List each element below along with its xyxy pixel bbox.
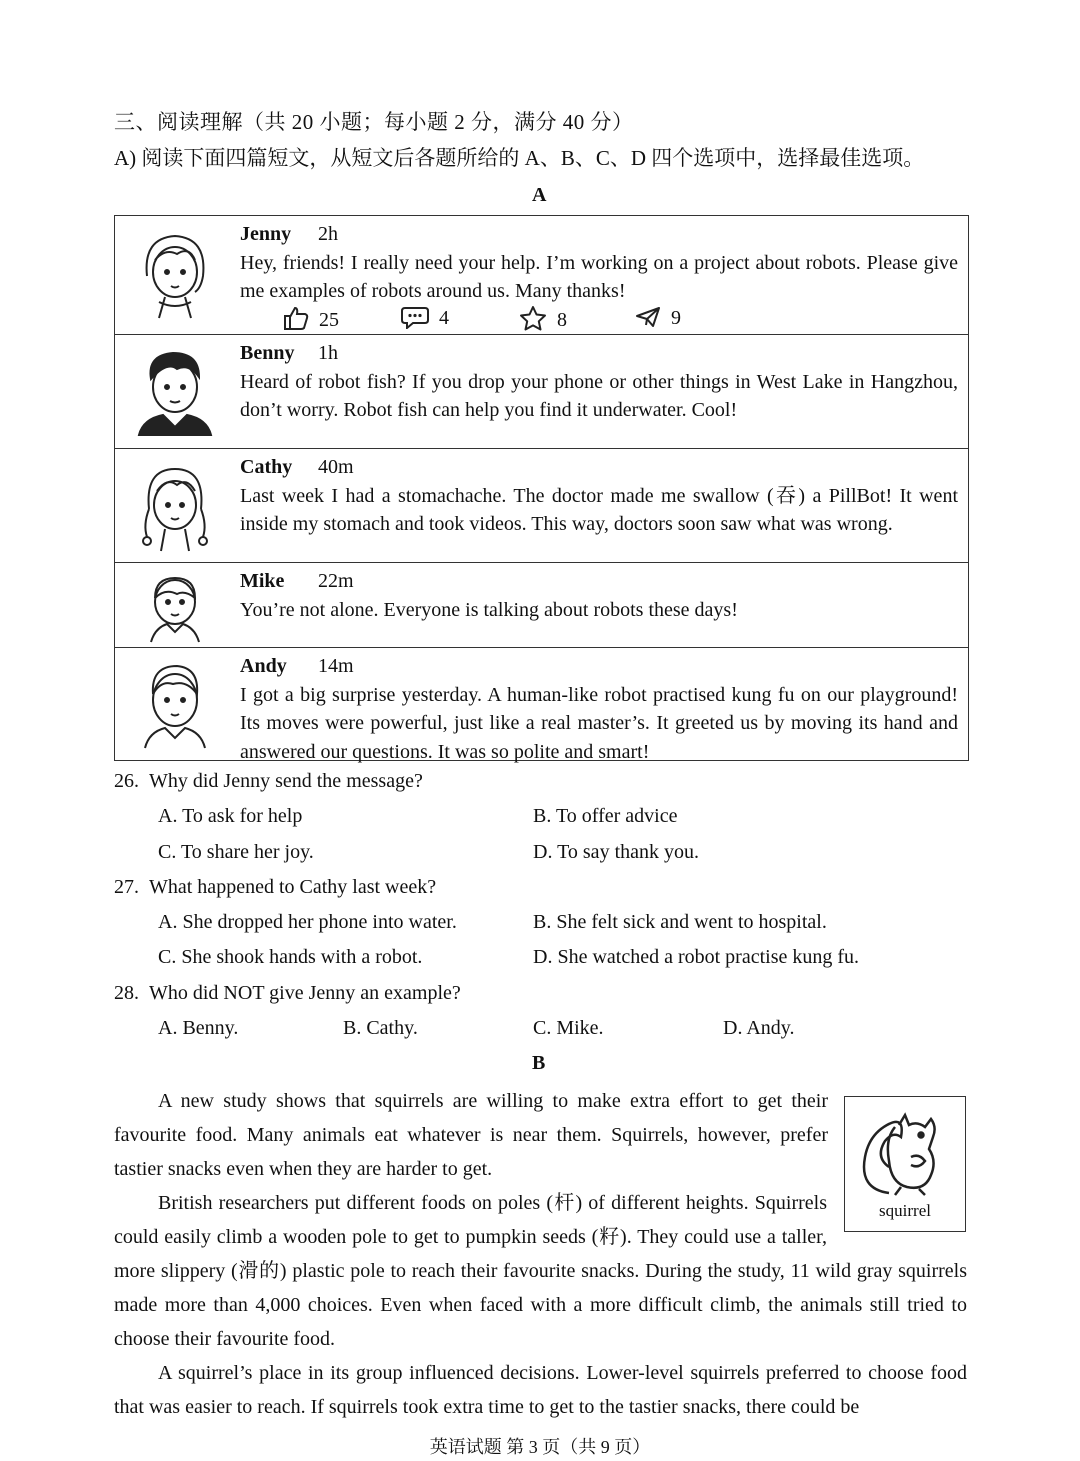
question-number: 26. — [114, 770, 139, 792]
passage-b-paragraph-1: A new study shows that squirrels are willing to make extra effort to get their favourite food. Many animals eat whatever is near them. Squirrels, however, prefer tastier snacks even when they are harder to get. — [114, 1090, 828, 1180]
question-26 — [114, 770, 423, 793]
post-time: 1h — [318, 342, 338, 364]
question-stem: Why did Jenny send the message? — [149, 770, 423, 792]
post-time: 14m — [318, 655, 354, 677]
send-icon — [635, 305, 661, 329]
post-time: 2h — [318, 223, 338, 245]
post-jenny — [115, 216, 968, 334]
post-text: I got a big surprise yesterday. A human-like robot practised kung fu on our playground! Its moves were powerful, just like a real master’s. It greeted us by moving its hand and answered our questions. It was so polite and smart! — [240, 683, 958, 763]
post-author: Jenny — [240, 223, 292, 245]
squirrel-caption: squirrel — [879, 1201, 931, 1220]
section-title: 三、阅读理解（共 20 小题；每小题 2 分，满分 40 分） — [114, 110, 634, 134]
post-author: Andy — [240, 655, 287, 677]
section-instruction: A) 阅读下面四篇短文，从短文后各题所给的 A、B、C、D 四个选项中，选择最佳选项。 — [114, 146, 925, 170]
question-27 — [114, 876, 436, 899]
like-reaction[interactable] — [283, 305, 339, 332]
post-benny — [115, 334, 968, 448]
passage-b-paragraph-2 — [114, 1186, 967, 1356]
favorite-reaction[interactable] — [519, 305, 567, 332]
option-28-b[interactable]: B. Cathy. — [343, 1017, 418, 1039]
passage-a-letter: A — [532, 184, 547, 206]
share-count: 9 — [671, 307, 681, 329]
option-27-b[interactable]: B. She felt sick and went to hospital. — [533, 911, 827, 933]
post-mike — [115, 562, 968, 647]
comment-reaction[interactable] — [401, 305, 449, 330]
post-time: 22m — [318, 570, 354, 592]
social-posts-table — [114, 215, 969, 761]
question-stem: Who did NOT give Jenny an example? — [149, 982, 461, 1004]
share-reaction[interactable] — [635, 305, 681, 330]
question-number: 28. — [114, 982, 139, 1004]
post-author: Cathy — [240, 456, 293, 478]
favorite-count: 8 — [557, 309, 567, 331]
option-28-c[interactable]: C. Mike. — [533, 1017, 604, 1039]
post-cathy — [115, 448, 968, 562]
option-26-d[interactable]: D. To say thank you. — [533, 841, 699, 863]
thumbs-up-icon — [283, 305, 309, 331]
option-27-a[interactable]: A. She dropped her phone into water. — [158, 911, 457, 933]
paragraph-text: British researchers put different foods on poles (杆) of different heights. Squirrels could easily climb a wooden pole to get to pumpkin seeds (籽). They could use a taller, more slippery (滑的) plastic pole to reach their favourite snacks. During the study, 11 wild gray squirrels made more than 4,000 choices. Even when faced with a more difficult climb, the animals still tried to choose their favourite food. — [114, 1192, 967, 1350]
question-stem: What happened to Cathy last week? — [149, 876, 437, 898]
girl-braids-avatar-icon — [137, 459, 213, 553]
question-number: 27. — [114, 876, 139, 898]
passage-b-letter: B — [532, 1052, 546, 1074]
comment-icon — [401, 305, 429, 329]
option-27-c[interactable]: C. She shook hands with a robot. — [158, 946, 423, 968]
post-author: Mike — [240, 570, 285, 592]
girl-avatar-icon — [137, 226, 213, 320]
page-footer: 英语试题 第 3 页（共 9 页） — [429, 1437, 651, 1457]
comment-count: 4 — [439, 307, 449, 329]
question-28 — [114, 982, 461, 1005]
post-author: Benny — [240, 342, 295, 364]
post-andy — [115, 647, 968, 763]
star-icon — [519, 305, 547, 331]
post-text: Last week I had a stomachache. The doctor made me swallow (吞) a PillBot! It went inside my stomach and took videos. This way, doctors soon saw what was wrong. — [240, 484, 958, 535]
post-text: Hey, friends! I really need your help. I’m working on a project about robots. Please give me examples of robots around us. Many thanks! — [240, 251, 958, 302]
like-count: 25 — [319, 309, 339, 331]
option-26-c[interactable]: C. To share her joy. — [158, 841, 314, 863]
option-28-d[interactable]: D. Andy. — [723, 1017, 795, 1039]
passage-b-paragraph-3: A squirrel’s place in its group influenced decisions. Lower-level squirrels preferred to choose food that was easier to reach. If squirrels took extra time to get to the tastier snacks, there could be — [114, 1362, 967, 1418]
post-text: Heard of robot fish? If you drop your phone or other things in West Lake in Hangzhou, don’t worry. Robot fish can help you find it underwater. Cool! — [240, 370, 958, 421]
option-28-a[interactable]: A. Benny. — [158, 1017, 239, 1039]
post-text: You’re not alone. Everyone is talking about robots these days! — [240, 598, 738, 621]
option-26-b[interactable]: B. To offer advice — [533, 805, 678, 827]
option-27-d[interactable]: D. She watched a robot practise kung fu. — [533, 946, 860, 968]
boy-avatar-icon — [137, 345, 213, 437]
boy-avatar-icon — [137, 568, 213, 644]
option-26-a[interactable]: A. To ask for help — [158, 805, 303, 827]
boy-avatar-icon — [137, 656, 213, 750]
post-time: 40m — [318, 456, 354, 478]
